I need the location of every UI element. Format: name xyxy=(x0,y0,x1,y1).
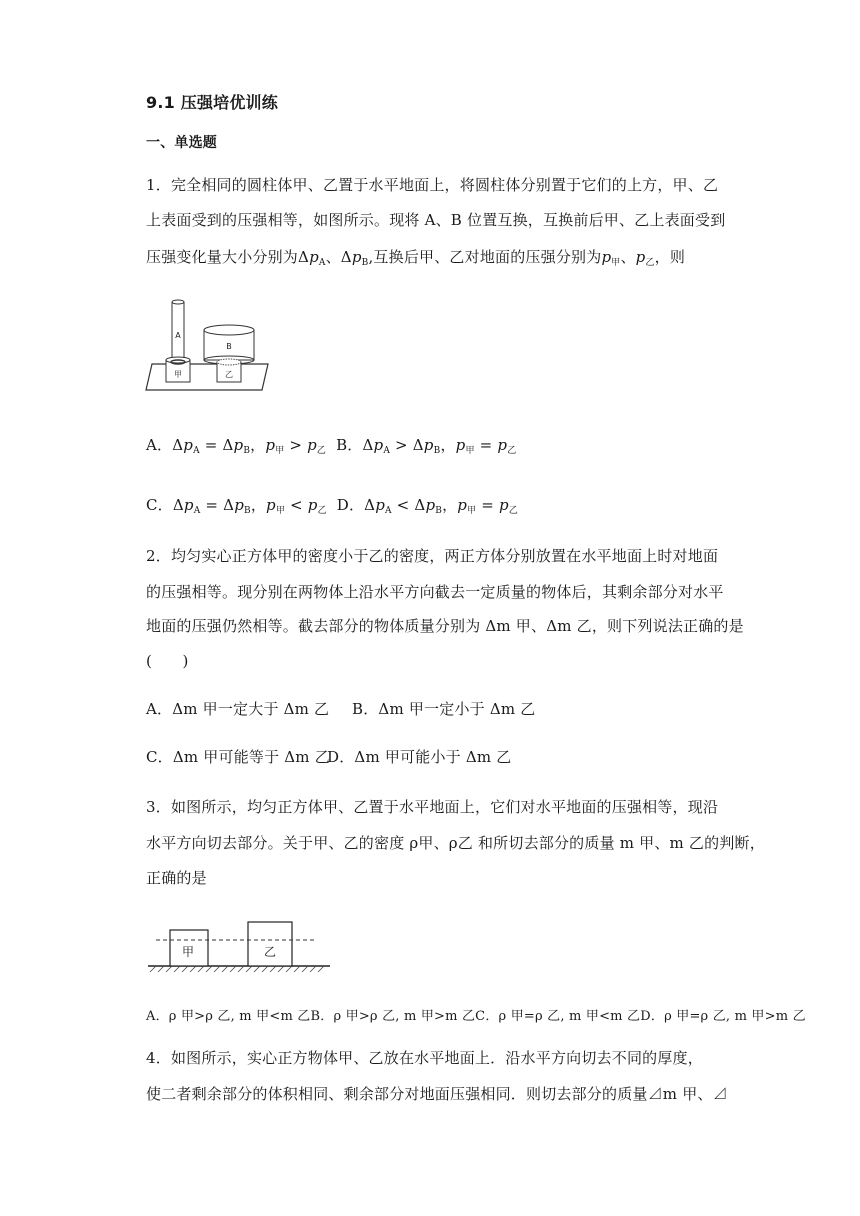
q1-line3-mid: ,互换后甲、乙对地面的压强分别为 xyxy=(368,248,602,266)
q1-option-a[interactable]: A．$\Delta p_A = \Delta p_B$，$p_甲 > p_乙$ xyxy=(146,436,327,456)
q4-text-line-1: 4．如图所示，实心正方物体甲、乙放在水平地面上．沿水平方向切去不同的厚度， xyxy=(146,1049,703,1067)
q3-text-line-2: 水平方向切去部分。关于甲、乙的密度 ρ甲、ρ乙 和所切去部分的质量 m 甲、m 乙的判断， xyxy=(146,834,765,852)
q1-line3-suffix: ，则 xyxy=(654,248,686,266)
q1-text-line-2: 上表面受到的压强相等，如图所示。现将 A、B 位置互换，互换前后甲、乙上表面受到 xyxy=(146,211,726,229)
q2-text-line-2: 的压强相等。现分别在两物体上沿水平方向截去一定质量的物体后，其剩余部分对水平 xyxy=(146,583,724,601)
q2-text-line-4: ( ) xyxy=(146,652,189,670)
q1-fig-label-yi: 乙 xyxy=(225,370,233,379)
q1-option-d[interactable]: D．$\Delta p_A < \Delta p_B$，$p_甲 = p_乙$ xyxy=(336,496,519,516)
q3-options[interactable]: A．ρ 甲>ρ 乙, m 甲<m 乙B．ρ 甲>ρ 乙, m 甲>m 乙C．ρ 甲=ρ 乙, m 甲<m 乙D．ρ 甲=ρ 乙, m 甲>m 乙 xyxy=(146,1009,806,1024)
q1-text-line-3 xyxy=(146,246,685,268)
q2-text-line-3: 地面的压强仍然相等。截去部分的物体质量分别为 Δm 甲、Δm 乙，则下列说法正确的是 xyxy=(146,617,744,635)
q1-line3-prefix: 压强变化量大小分别为 xyxy=(146,248,299,266)
q1-pressure-symbols: $p_甲$、$p_乙$ xyxy=(601,248,655,268)
q3-fig-label-jia: 甲 xyxy=(181,945,195,959)
q3-text-line-3: 正确的是 xyxy=(146,869,207,887)
q1-figure xyxy=(144,298,270,394)
section-heading: 一、单选题 xyxy=(146,135,217,151)
q2-text-line-1: 2．均匀实心正方体甲的密度小于乙的密度，两正方体分别放置在水平地面上时对地面 xyxy=(146,547,719,565)
doc-title: 9.1 压强培优训练 xyxy=(146,93,278,112)
q3-figure xyxy=(146,918,332,976)
q2-option-a[interactable]: A．Δm 甲一定大于 Δm 乙 xyxy=(146,700,330,718)
q2-option-b[interactable]: B．Δm 甲一定小于 Δm 乙 xyxy=(352,700,536,718)
q2-option-d[interactable]: D．Δm 甲可能小于 Δm 乙 xyxy=(327,748,512,766)
q4-text-line-2: 使二者剩余部分的体积相同、剩余部分对地面压强相同．则切去部分的质量⊿m 甲、⊿ xyxy=(146,1085,728,1103)
q3-fig-label-yi: 乙 xyxy=(263,945,277,959)
q1-delta-symbols: $\Delta p_A$、$\Delta p_B$ xyxy=(298,248,369,268)
q1-fig-label-b: B xyxy=(226,342,232,351)
q1-options-row-2 xyxy=(146,494,518,516)
q3-text-line-1: 3．如图所示，均匀正方体甲、乙置于水平地面上，它们对水平地面的压强相等，现沿 xyxy=(146,798,719,816)
q1-option-b[interactable]: B．$\Delta p_A > \Delta p_B$，$p_甲 = p_乙$ xyxy=(336,436,517,456)
q1-fig-label-jia: 甲 xyxy=(174,370,182,379)
q1-option-c[interactable]: C．$\Delta p_A = \Delta p_B$，$p_甲 < p_乙$ xyxy=(146,496,327,516)
q2-option-c[interactable]: C．Δm 甲可能等于 Δm 乙 xyxy=(146,748,330,766)
q1-fig-label-a: A xyxy=(175,331,181,340)
q1-options-row-1 xyxy=(146,434,516,456)
q1-text-line-1: 1．完全相同的圆柱体甲、乙置于水平地面上，将圆柱体分别置于它们的上方，甲、乙 xyxy=(146,176,719,194)
